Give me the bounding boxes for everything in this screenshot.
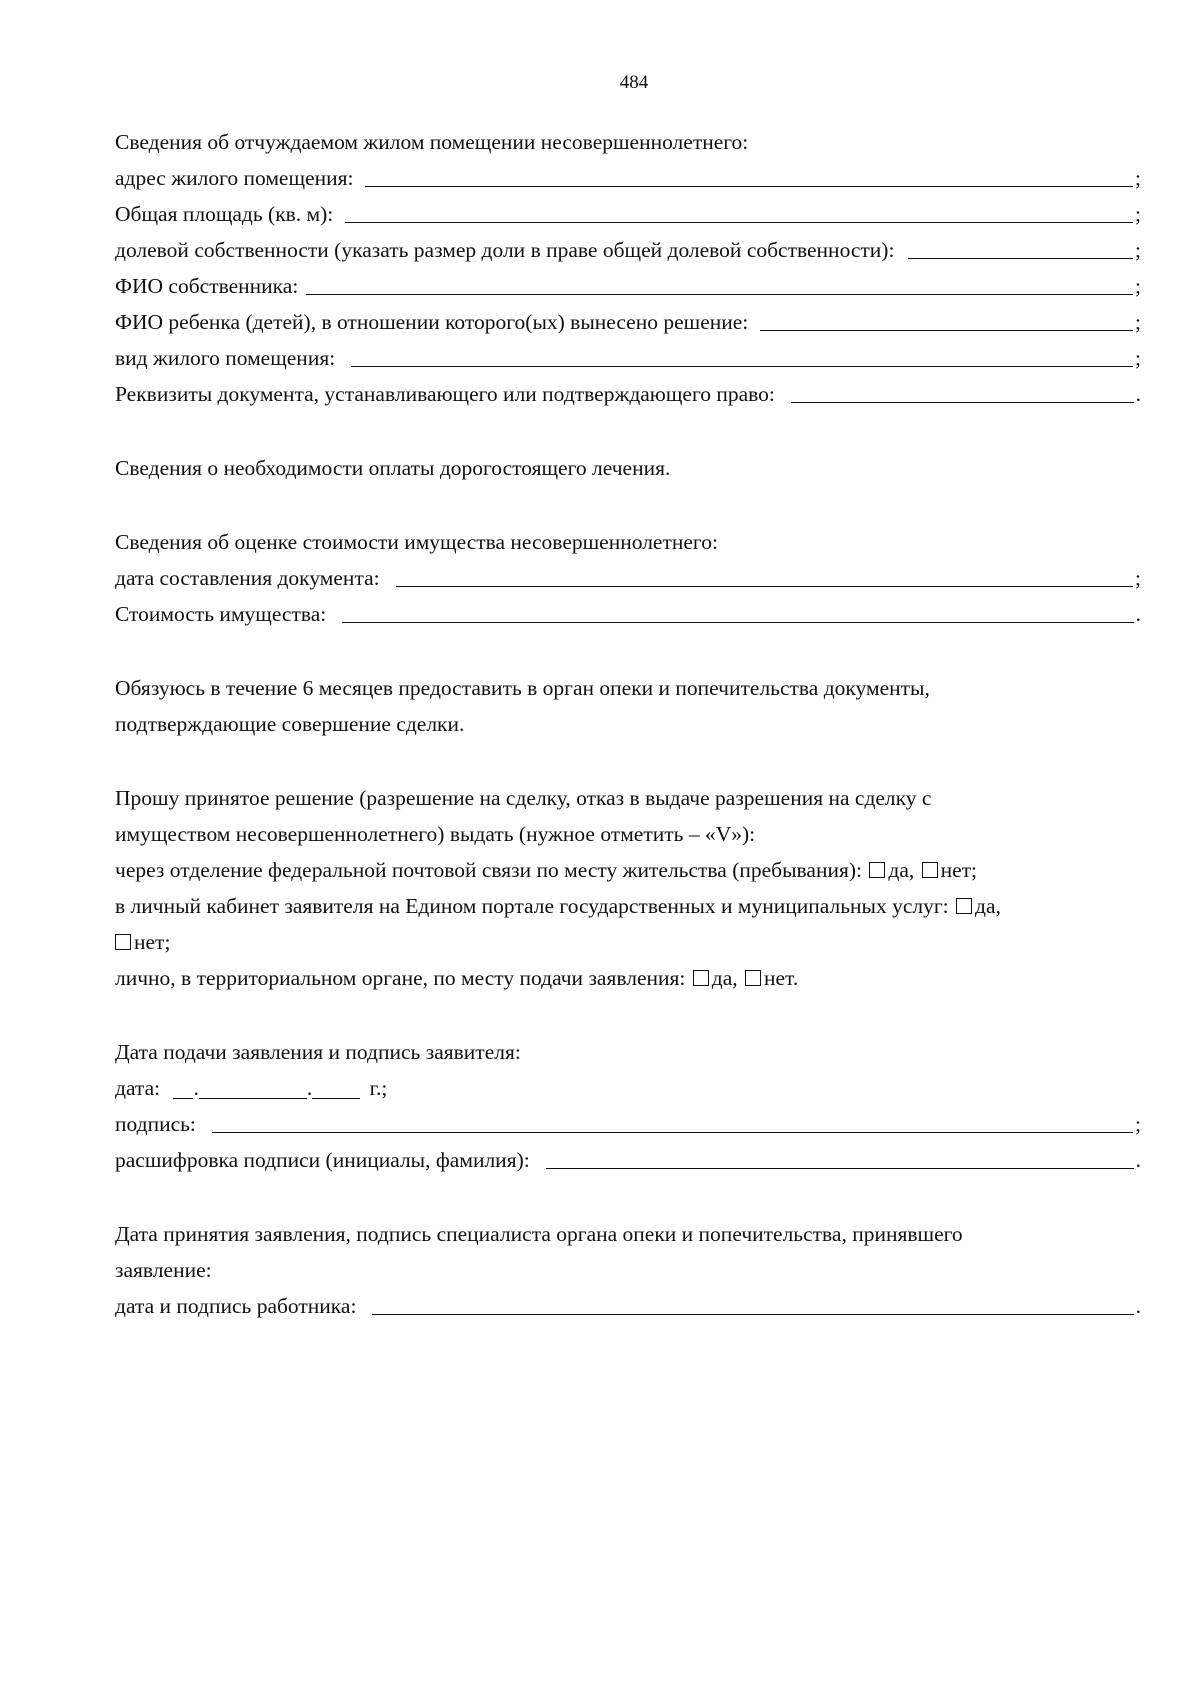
housing-type-end: ; (1135, 346, 1141, 370)
acceptance-line-1: Дата принятия заявления, подпись специалиста органа опеки и попечительства, принявшего (115, 1222, 963, 1246)
area-end: ; (1135, 202, 1141, 226)
child-end: ; (1135, 310, 1141, 334)
personal-no-label: нет. (764, 966, 799, 990)
signature-decode-field-row (115, 1142, 1141, 1178)
address-end: ; (1135, 166, 1141, 190)
housing-type-label: вид жилого помещения: (115, 346, 336, 370)
personal-no-checkbox[interactable] (745, 970, 761, 986)
portal-yes-label: да, (975, 894, 1001, 918)
personal-yes-checkbox[interactable] (693, 970, 709, 986)
worker-field[interactable] (372, 1294, 1133, 1315)
property-value-end: . (1135, 602, 1141, 626)
acceptance-line-2: заявление: (115, 1258, 212, 1282)
applicant-sign-heading: Дата подачи заявления и подпись заявителя: (115, 1040, 521, 1064)
child-label: ФИО ребенка (детей), в отношении которого(ых) вынесено решение: (115, 310, 749, 334)
child-field[interactable] (760, 310, 1133, 331)
signature-decode-field[interactable] (546, 1148, 1134, 1169)
address-field-row (115, 160, 1141, 196)
property-section-heading: Сведения об отчуждаемом жилом помещении несовершеннолетнего: (115, 130, 749, 154)
housing-type-field[interactable] (351, 346, 1133, 367)
post-no-label: нет; (940, 858, 978, 882)
share-field[interactable] (908, 238, 1133, 259)
valuation-date-label: дата составления документа: (115, 566, 380, 590)
address-field[interactable] (365, 166, 1133, 187)
date-year-field[interactable] (312, 1080, 360, 1099)
area-field[interactable] (345, 202, 1133, 223)
post-yes-checkbox[interactable] (869, 862, 885, 878)
date-day-field[interactable] (173, 1080, 193, 1099)
child-field-row (115, 304, 1141, 340)
property-value-label: Стоимость имущества: (115, 602, 327, 626)
signature-end: ; (1135, 1112, 1141, 1136)
signature-field-row (115, 1106, 1141, 1142)
date-month-field[interactable] (199, 1080, 307, 1099)
post-no-checkbox[interactable] (922, 862, 938, 878)
delivery-option-personal-label: лично, в территориальном органе, по месту подачи заявления: (115, 966, 686, 990)
owner-field-row (115, 268, 1141, 304)
delivery-option-post-label: через отделение федеральной почтовой связи по месту жительства (пребывания): (115, 858, 862, 882)
application-date-row (115, 1070, 1141, 1106)
delivery-line-1: Прошу принятое решение (разрешение на сделку, отказ в выдаче разрешения на сделку с (115, 786, 932, 810)
delivery-option-portal-cont (115, 924, 1141, 960)
share-field-row (115, 232, 1141, 268)
personal-yes-label: да, (711, 966, 738, 990)
ownership-doc-end: . (1135, 382, 1141, 406)
treatment-section-heading: Сведения о необходимости оплаты дорогостоящего лечения. (115, 456, 671, 480)
date-dot-2: . (306, 1076, 313, 1100)
obligation-line-2: подтверждающие совершение сделки. (115, 712, 465, 736)
owner-end: ; (1135, 274, 1141, 298)
owner-label: ФИО собственника: (115, 274, 299, 298)
signature-field[interactable] (212, 1112, 1133, 1133)
signature-decode-label: расшифровка подписи (инициалы, фамилия): (115, 1148, 530, 1172)
valuation-date-field-row (115, 560, 1141, 596)
signature-decode-end: . (1135, 1148, 1141, 1172)
owner-field[interactable] (306, 274, 1133, 295)
page-number: 484 (619, 72, 649, 93)
date-suffix: г.; (369, 1076, 388, 1100)
obligation-line-1: Обязуюсь в течение 6 месяцев предоставить в орган опеки и попечительства документы, (115, 676, 930, 700)
signature-label: подпись: (115, 1112, 196, 1136)
application-form (115, 124, 1141, 1324)
ownership-doc-label: Реквизиты документа, устанавливающего или подтверждающего право: (115, 382, 775, 406)
delivery-option-personal (115, 960, 1141, 996)
property-value-field-row (115, 596, 1141, 632)
portal-no-label: нет; (134, 930, 171, 954)
ownership-doc-field-row (115, 376, 1141, 412)
valuation-date-field[interactable] (396, 566, 1133, 587)
share-label: долевой собственности (указать размер доли в праве общей долевой собственности): (115, 238, 895, 262)
share-end: ; (1135, 238, 1141, 262)
property-value-field[interactable] (342, 602, 1133, 623)
valuation-section-heading: Сведения об оценке стоимости имущества несовершеннолетнего: (115, 530, 718, 554)
portal-yes-checkbox[interactable] (956, 898, 972, 914)
date-dot-1: . (193, 1076, 199, 1100)
worker-end: . (1135, 1294, 1141, 1318)
delivery-option-post (115, 852, 1141, 888)
worker-field-row (115, 1288, 1141, 1324)
area-label: Общая площадь (кв. м): (115, 202, 334, 226)
delivery-option-portal (115, 888, 1141, 924)
worker-label: дата и подпись работника: (115, 1294, 357, 1318)
post-yes-label: да, (888, 858, 915, 882)
delivery-line-2: имуществом несовершеннолетнего) выдать (нужное отметить – «V»): (115, 822, 756, 846)
housing-type-field-row (115, 340, 1141, 376)
ownership-doc-field[interactable] (791, 382, 1134, 403)
valuation-date-end: ; (1135, 566, 1141, 590)
area-field-row (115, 196, 1141, 232)
address-label: адрес жилого помещения: (115, 166, 354, 190)
date-label: дата: (115, 1076, 161, 1100)
portal-no-checkbox[interactable] (115, 934, 131, 950)
delivery-option-portal-label: в личный кабинет заявителя на Едином портале государственных и муниципальных услуг: (115, 894, 949, 918)
